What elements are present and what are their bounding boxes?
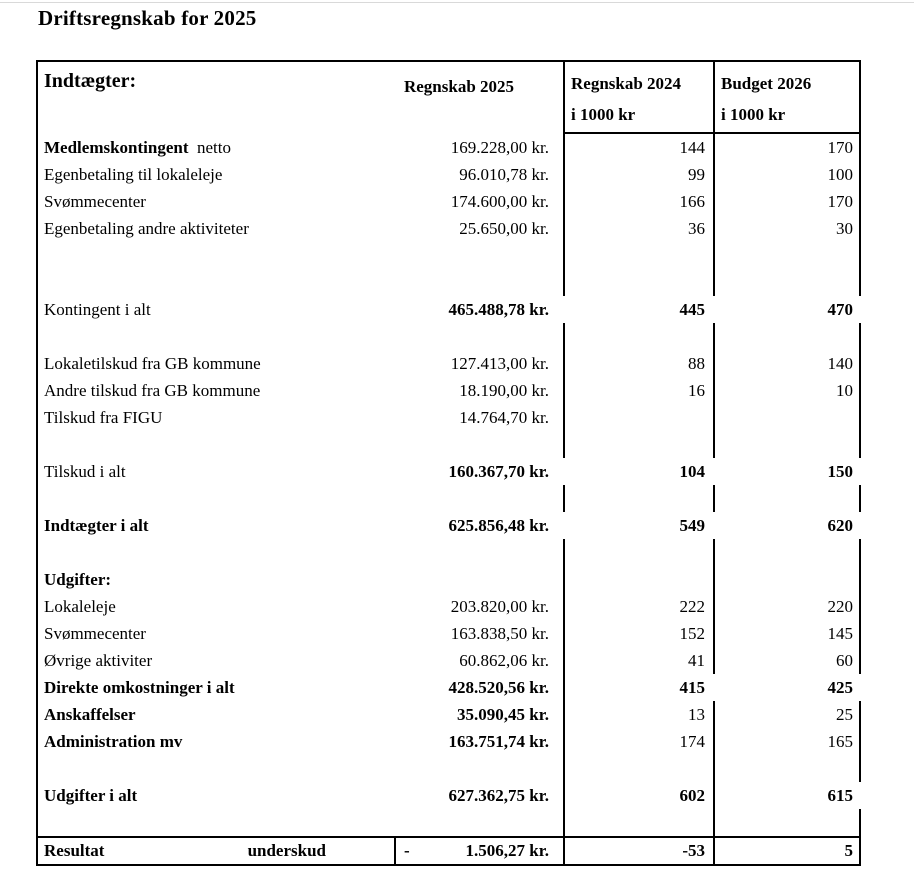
amount-2025 (388, 485, 563, 512)
value-2024 (563, 323, 713, 350)
value-2026: 150 (827, 462, 853, 481)
amount-2025: 625.856,48 kr. (448, 516, 549, 535)
result-sign: - (404, 841, 410, 860)
table-row (38, 350, 861, 377)
amount-2025: 96.010,78 kr. (459, 165, 549, 184)
row-label: Andre tilskud fra GB kommune (44, 381, 261, 400)
value-2026 (713, 269, 861, 296)
value-2026: 220 (713, 593, 861, 620)
table-row (38, 566, 861, 593)
value-2024 (563, 809, 713, 836)
row-label (38, 431, 388, 458)
amount-2025: 35.090,45 kr. (457, 705, 549, 724)
amount-2025: 465.488,78 kr. (448, 300, 549, 319)
value-2026: 425 (827, 678, 853, 697)
amount-2025 (388, 323, 563, 350)
row-label (38, 755, 388, 782)
value-2026: 30 (713, 215, 861, 242)
spacer-row (38, 809, 861, 836)
column-header-label: Budget 2026 (721, 74, 812, 93)
spacer-row (38, 269, 861, 296)
value-2024: 36 (563, 215, 713, 242)
value-2024 (563, 242, 713, 269)
amount-2025: 14.764,70 kr. (459, 408, 549, 427)
table-row (38, 215, 861, 242)
spacer-row (38, 431, 861, 458)
table-row (38, 161, 861, 188)
row-label: Kontingent i alt (44, 300, 151, 319)
amount-2025 (388, 539, 563, 566)
row-label: Lokaletilskud fra GB kommune (44, 354, 261, 373)
amount-2025: 127.413,00 kr. (450, 354, 549, 373)
value-2026: 60 (713, 647, 861, 674)
amount-2025 (388, 566, 563, 593)
value-2026 (713, 809, 861, 836)
value-2024: 174 (563, 728, 713, 755)
value-2026 (713, 755, 861, 782)
amount-2025: 627.362,75 kr. (448, 786, 549, 805)
result-amount: 1.506,27 kr. (465, 841, 549, 860)
table-row (38, 134, 861, 161)
value-2024: 602 (563, 782, 713, 809)
value-2024 (563, 404, 713, 431)
row-label: Øvrige aktiviter (44, 651, 153, 670)
amount-2025 (388, 431, 563, 458)
result-label-cell (38, 838, 394, 864)
row-label (38, 269, 388, 296)
result-row (38, 836, 861, 864)
amount-2025 (388, 809, 563, 836)
value-2024: 99 (563, 161, 713, 188)
row-label: Udgifter i alt (44, 786, 138, 805)
spacer-row (38, 242, 861, 269)
table-row (38, 647, 861, 674)
value-2026 (713, 323, 861, 350)
row-label (38, 323, 388, 350)
row-label (38, 809, 388, 836)
amount-2025 (388, 269, 563, 296)
table-row (38, 620, 861, 647)
table-body (38, 134, 861, 836)
column-header-regnskab-2025: Regnskab 2025 (403, 77, 515, 96)
amount-2025 (388, 755, 563, 782)
page-title: Driftsregnskab for 2025 (38, 6, 257, 30)
row-label (38, 539, 388, 566)
result-label: Resultat (44, 841, 105, 860)
amount-2025: 169.228,00 kr. (450, 138, 549, 157)
amount-2025: 25.650,00 kr. (459, 219, 549, 238)
value-2024: 445 (679, 300, 705, 319)
value-2024 (563, 755, 713, 782)
row-label: Direkte omkostninger i alt (44, 678, 235, 697)
value-2026: 170 (713, 188, 861, 215)
row-label: Tilskud fra FIGU (44, 408, 163, 427)
value-2024: 104 (679, 462, 705, 481)
column-header-regnskab-2024 (563, 62, 713, 134)
value-2024: 152 (563, 620, 713, 647)
table-row (38, 377, 861, 404)
header-left-region (38, 62, 563, 134)
value-2026: 620 (827, 516, 853, 535)
value-2026: 140 (713, 350, 861, 377)
row-label: Svømmecenter (44, 624, 146, 643)
value-2026: 25 (713, 701, 861, 728)
table-row (38, 593, 861, 620)
table-row (38, 296, 861, 323)
spacer-row (38, 755, 861, 782)
row-label (38, 485, 388, 512)
amount-2025: 163.838,50 kr. (450, 624, 549, 643)
amount-2025: 163.751,74 kr. (448, 732, 549, 751)
value-2024 (563, 539, 713, 566)
column-header-unit: i 1000 kr (571, 105, 636, 124)
value-2026: 615 (713, 782, 861, 809)
amount-2025: 174.600,00 kr. (450, 192, 549, 211)
table-row (38, 674, 861, 701)
value-2024: 88 (563, 350, 713, 377)
amount-2025: 160.367,70 kr. (448, 462, 549, 481)
value-2026: 165 (713, 728, 861, 755)
value-2024: 222 (563, 593, 713, 620)
spacer-row (38, 323, 861, 350)
value-2026 (713, 431, 861, 458)
value-2024 (563, 485, 713, 512)
row-label: Udgifter: (44, 570, 112, 589)
row-label: Egenbetaling andre aktiviteter (44, 219, 249, 238)
value-2026 (713, 485, 861, 512)
table-row (38, 404, 861, 431)
table-row (38, 782, 861, 809)
column-header-budget-2026 (713, 62, 861, 134)
amount-2025 (388, 242, 563, 269)
value-2024: 415 (563, 674, 713, 701)
result-amount-2025 (394, 838, 563, 864)
row-label: Egenbetaling til lokaleleje (44, 165, 223, 184)
column-header-label: Regnskab 2024 (571, 74, 682, 93)
amount-2025: 428.520,56 kr. (448, 678, 549, 697)
value-2024: 144 (563, 134, 713, 161)
value-2026 (713, 404, 861, 431)
value-2026: 170 (713, 134, 861, 161)
spacer-row (38, 485, 861, 512)
row-label: Tilskud i alt (44, 462, 126, 481)
value-2026: 470 (827, 300, 853, 319)
value-2024: 41 (563, 647, 713, 674)
spacer-row (38, 539, 861, 566)
table-row (38, 458, 861, 485)
value-2024: 13 (563, 701, 713, 728)
table-row (38, 728, 861, 755)
value-2024 (563, 269, 713, 296)
page-top-divider (0, 2, 914, 3)
amount-2025: 60.862,06 kr. (459, 651, 549, 670)
value-2024: 16 (563, 377, 713, 404)
value-2024: 549 (679, 516, 705, 535)
value-2026: 100 (713, 161, 861, 188)
result-value-2026: 5 (713, 838, 861, 864)
table-row (38, 188, 861, 215)
result-qualifier: underskud (247, 841, 326, 860)
table-row (38, 512, 861, 539)
value-2026: 10 (713, 377, 861, 404)
table-row (38, 701, 861, 728)
value-2024 (563, 566, 713, 593)
amount-2025: 18.190,00 kr. (459, 381, 549, 400)
amount-2025: 203.820,00 kr. (450, 597, 549, 616)
column-header-unit: i 1000 kr (721, 105, 786, 124)
value-2026: 145 (713, 620, 861, 647)
table-header (38, 62, 861, 134)
row-label: Medlemskontingent netto (44, 138, 231, 157)
row-label: Administration mv (44, 732, 183, 751)
value-2026 (713, 539, 861, 566)
value-2026 (713, 242, 861, 269)
row-label: Anskaffelser (44, 705, 136, 724)
value-2026 (713, 566, 861, 593)
row-label: Svømmecenter (44, 192, 146, 211)
value-2024: 166 (563, 188, 713, 215)
accounts-table (36, 60, 861, 866)
value-2024 (563, 431, 713, 458)
result-value-2024: -53 (563, 838, 713, 864)
row-label: Lokaleleje (44, 597, 116, 616)
row-label (38, 242, 388, 269)
row-label: Indtægter i alt (44, 516, 149, 535)
section-heading-indtaegter: Indtægter: (44, 70, 137, 92)
